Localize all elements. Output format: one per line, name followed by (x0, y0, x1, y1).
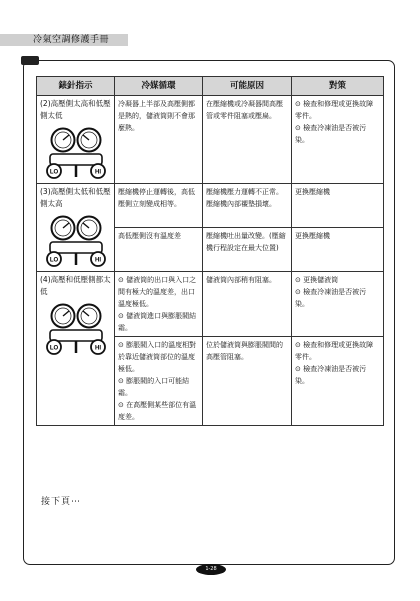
remedy-text: 更換壓縮機 (295, 232, 330, 240)
cycle-text: ⊙ 膨脹閥的入口可能結霜。 (118, 377, 190, 397)
header-gauge: 錶針指示 (37, 77, 115, 96)
remedy-cell (292, 184, 384, 228)
table-body (37, 96, 384, 426)
manifold-body (50, 242, 102, 253)
cause-text: 壓縮機吐出量改變。(壓縮機行程設定在最大位置) (206, 232, 286, 252)
refrigerant-cycle-cell (115, 228, 203, 272)
header-remedy: 對策 (292, 77, 384, 96)
remedy-text: ⊙ 檢查冷凍油是否被污染。 (295, 124, 367, 144)
header-cycle: 冷媒循環 (115, 77, 203, 96)
cause-text: 壓縮機內部襯墊損壞。 (206, 200, 276, 208)
high-valve-label: HI (94, 169, 101, 176)
table-row (37, 184, 384, 228)
possible-cause-cell (203, 228, 292, 272)
cause-text: 在壓縮機或冷凝器間高壓管或零件阻塞或壓扁。 (206, 100, 283, 120)
cycle-text: ⊙ 儲液筒進口與膨脹閥結霜。 (118, 312, 197, 332)
gauge-manifold-icon (44, 125, 108, 181)
page-number: 1-28 (196, 564, 226, 575)
cause-text: 位於儲液筒與膨脹閥間的高壓管阻塞。 (206, 341, 283, 361)
symptom-text: (3)高壓側太低和低壓側太高 (40, 187, 111, 208)
possible-cause-cell (203, 337, 292, 426)
manifold-body (50, 154, 102, 165)
cycle-text: ⊙ 儲液筒的出口與入口之間有極大的溫度差，出口溫度極低。 (118, 276, 197, 308)
remedy-cell (292, 96, 384, 184)
cycle-text: 冷凝器上半部及高壓側都是熱的，儲液筒則不會那麼熱。 (118, 100, 195, 132)
cycle-text: 壓縮機停止運轉後，高低壓側立刻變成相等。 (118, 188, 195, 208)
page-header-title: 冷氣空調修護手冊 (33, 35, 110, 45)
cause-text: 壓縮機壓力運轉不正常。 (206, 188, 283, 196)
continue-note: 接下頁⋯ (41, 497, 82, 507)
possible-cause-cell (203, 272, 292, 337)
high-valve-label: HI (94, 257, 101, 264)
remedy-text: ⊙ 檢查冷凍油是否被污染。 (295, 365, 367, 385)
gauge-reading-cell (37, 184, 115, 272)
symptom-text: (4)高壓和低壓側都太低 (40, 275, 111, 296)
remedy-text: ⊙ 檢查和修理或更換故障零件。 (295, 100, 374, 120)
table-row (37, 96, 384, 184)
remedy-text: ⊙ 檢查冷凍油是否被污染。 (295, 288, 367, 308)
refrigerant-cycle-cell (115, 272, 203, 337)
table-row (37, 272, 384, 337)
remedy-text: 更換壓縮機 (295, 188, 330, 196)
gauge-reading-cell (37, 272, 115, 426)
troubleshooting-table (36, 76, 384, 426)
cycle-text: ⊙ 膨脹閥入口的溫度相對於靠近儲液筒部位的溫度極低。 (118, 341, 197, 373)
cause-text: 儲液筒內部稍有阻塞。 (206, 276, 276, 284)
remedy-text: ⊙ 更換儲液筒 (295, 276, 339, 284)
remedy-cell (292, 337, 384, 426)
low-valve-label: LO (49, 169, 58, 176)
possible-cause-cell (203, 184, 292, 228)
manifold-body (50, 330, 102, 341)
corner-badge (21, 56, 39, 65)
table-header-row (37, 77, 384, 96)
remedy-cell (292, 228, 384, 272)
gauge-manifold-icon (44, 213, 108, 269)
remedy-text: ⊙ 檢查和修理或更換故障零件。 (295, 341, 374, 361)
low-valve-label: LO (49, 345, 58, 352)
refrigerant-cycle-cell (115, 184, 203, 228)
possible-cause-cell (203, 96, 292, 184)
gauge-manifold-icon (44, 301, 108, 357)
gauge-reading-cell (37, 96, 115, 184)
cycle-text: ⊙ 在高壓側某些部位有溫度差。 (118, 401, 197, 421)
refrigerant-cycle-cell (115, 337, 203, 426)
remedy-cell (292, 272, 384, 337)
low-valve-label: LO (49, 257, 58, 264)
header-cause: 可能原因 (203, 77, 292, 96)
symptom-text: (2)高壓側太高和低壓側太低 (40, 99, 111, 120)
cycle-text: 高低壓側沒有溫度差 (118, 232, 181, 240)
refrigerant-cycle-cell (115, 96, 203, 184)
high-valve-label: HI (94, 345, 101, 352)
